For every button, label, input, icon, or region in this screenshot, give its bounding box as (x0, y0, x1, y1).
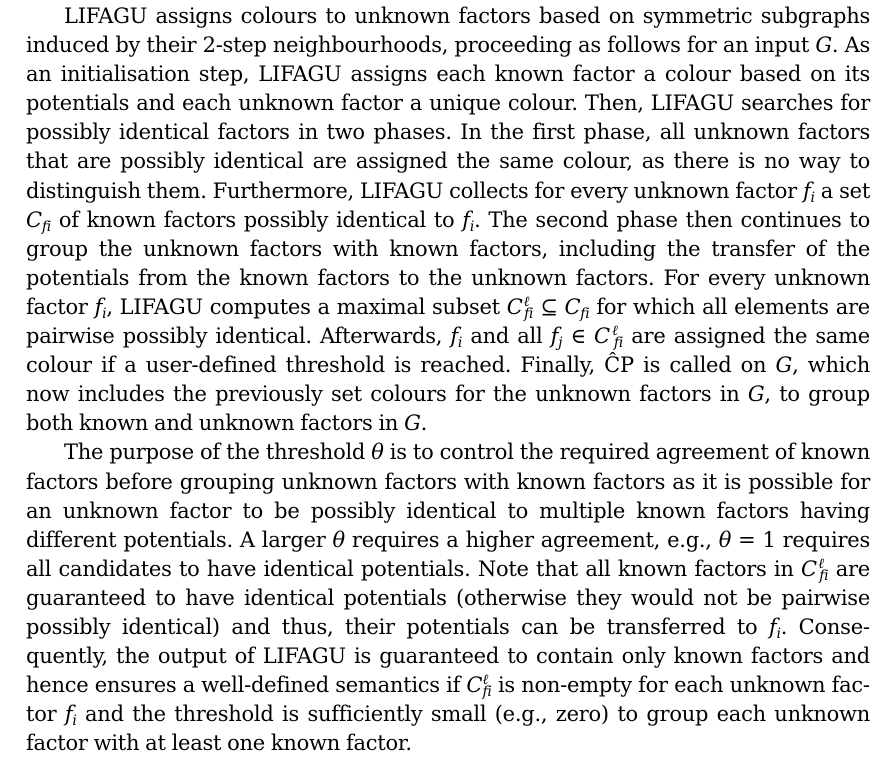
text-run: LIFAGU assigns colours to unknown factors based on symmetric subgraphs induced by their 2-step neighbourhoods, proceeding as follows for an input (26, 4, 870, 58)
math-base: G (775, 353, 793, 378)
text-run: is non-empty for each unknown factor (26, 673, 870, 727)
math-base: C (564, 294, 581, 319)
text-run: requires a higher agreement, e.g., (344, 527, 719, 552)
math-symbol (776, 353, 793, 377)
math-symbol (593, 323, 624, 352)
math-symbol (564, 294, 590, 322)
math-base: f (803, 178, 811, 203)
math-base: θ (718, 527, 732, 552)
math-base: C (800, 556, 817, 581)
math-symbol (506, 293, 534, 322)
math-subscript: j (558, 335, 563, 352)
math-symbol (768, 614, 781, 642)
math-base: f (64, 702, 73, 727)
math-symbol (719, 528, 731, 552)
math-symbol (800, 555, 829, 584)
math-subscript: i (72, 713, 77, 730)
math-base: C (593, 324, 610, 349)
math-symbol (803, 178, 815, 206)
text-run: of known factors possibly identical to (51, 207, 463, 232)
math-symbol (404, 411, 421, 435)
math-base: θ (371, 440, 384, 465)
text-run: , to group both known and unknown factors in (26, 382, 870, 436)
math-superscript: ℓ (816, 555, 826, 572)
text-run: = 1 requires all candidates to have identical potentials. Note that all known factors in (26, 527, 871, 581)
math-symbol (94, 294, 107, 322)
text-run: ∈ (562, 324, 594, 349)
math-base: f (768, 614, 777, 639)
math-subscript: fi (819, 567, 829, 584)
text-run: . As an initialisation step, LIFAGU assigns each known factor a colour based on its potentials and each unknown factor a unique colour. Then, LIFAGU searches for possibly identical factors in two phases. In the first phase, all unknown factors that are possibly identical are assigned the same colour, as there is no way to distinguish them. Furthermore, LIFAGU collects for every unknown factor (26, 33, 871, 203)
math-subscript: fi (41, 218, 51, 235)
math-base: G (747, 382, 765, 407)
math-subscript: i (776, 625, 781, 642)
math-symbol (450, 324, 463, 352)
math-subscript: i (469, 218, 475, 235)
text-run: for which all elements are pairwise possibly identical. Afterwards, (26, 294, 870, 349)
text-run: , LIFAGU computes a maximal subset (106, 294, 507, 319)
math-base: f (94, 294, 103, 319)
math-symbol (26, 207, 51, 235)
paragraph-threshold-purpose (26, 438, 870, 758)
text-run: are guaranteed to have identical potentials (otherwise they would not be pairwise possibly identical) and thus, their potentials can be transferred to (26, 556, 870, 639)
math-superscript: ℓ (609, 323, 620, 340)
math-superscript: ℓ (522, 293, 531, 310)
math-subscript: fi (613, 335, 624, 352)
math-symbol (64, 702, 77, 730)
math-symbol (815, 33, 832, 57)
math-subscript: fi (580, 305, 590, 322)
text-run: and all (462, 324, 551, 349)
paragraph-lifagu-colours (26, 2, 870, 438)
math-base: f (550, 324, 559, 349)
math-base: C (26, 207, 42, 232)
math-base: f (450, 324, 458, 349)
text-run: a set (814, 178, 871, 203)
math-base: C (506, 294, 523, 319)
math-base: G (815, 33, 832, 58)
math-subscript: i (457, 335, 463, 352)
math-symbol (748, 382, 765, 406)
text-run: , which now includes the previously set colours for the unknown factors in (26, 353, 870, 407)
math-symbol (371, 440, 383, 464)
math-base: C (466, 673, 483, 698)
text-run: and the threshold is sufficiently small (e.g., zero) to group each unknown factor with at least one known factor. (26, 702, 870, 756)
math-base: f (462, 207, 470, 232)
math-subscript: i (810, 189, 815, 206)
text-run: . Consequently, the output of LIFAGU is guaranteed to contain only known factors and hence ensures a well-defined semantics if (26, 614, 870, 698)
text-run: The purpose of the threshold (64, 440, 372, 465)
math-symbol (462, 207, 475, 235)
text-run: ⊆ (533, 294, 565, 319)
math-base: θ (332, 527, 345, 552)
math-subscript: fi (482, 684, 492, 701)
math-subscript: fi (524, 305, 534, 322)
math-base: G (404, 411, 421, 436)
text-run: . (420, 411, 428, 436)
math-symbol (466, 672, 492, 701)
text-run: . The second phase then continues to group the unknown factors with known factors, including the transfer of the potentials from the known factors to the unknown factors. For every unknown factor (26, 207, 870, 319)
text-run: is to control the required agreement of known factors before grouping unknown factors with known factors as it is possible for an unknown factor to be possibly identical to multiple known factors having different potentials. A larger (26, 440, 870, 552)
math-symbol (333, 528, 345, 552)
math-symbol (550, 324, 563, 352)
math-subscript: i (102, 305, 107, 322)
text-run: are assigned the same colour if a user-defined threshold is reached. Finally, ĈP is called on (26, 324, 870, 378)
math-superscript: ℓ (482, 672, 489, 689)
